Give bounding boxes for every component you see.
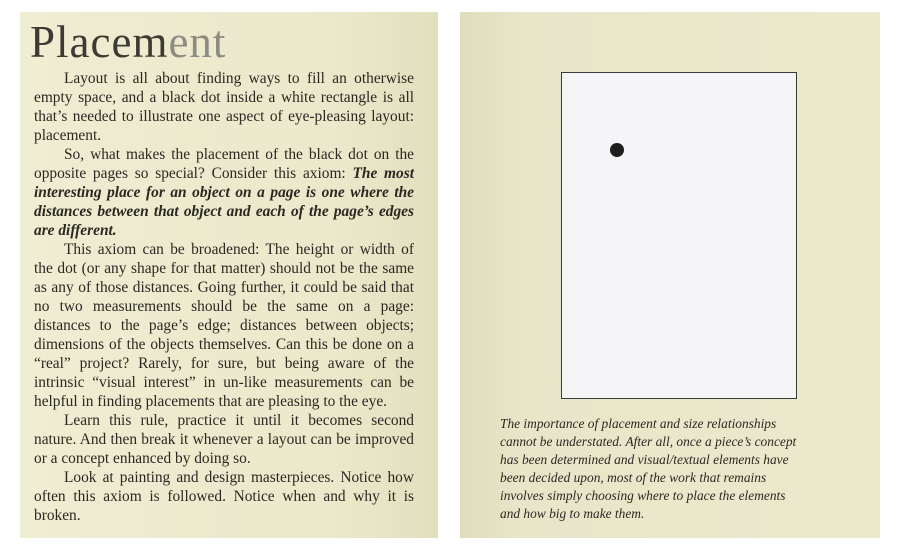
caption-line: been decided upon, most of the work that remains — [500, 470, 767, 485]
caption-line: cannot be understated. After all, once a piece’s concept — [500, 434, 797, 449]
caption-line: The importance of placement and size relationships — [500, 416, 777, 431]
figure-caption — [500, 415, 850, 523]
white-rectangle-figure — [561, 72, 797, 399]
black-dot — [610, 143, 624, 157]
axiom-statement: The most interesting place for an object on a page is one where the distances between that object and each of the page’s edges are different. — [34, 165, 414, 239]
caption-line: involves simply choosing where to place the elements — [500, 488, 786, 503]
right-page — [460, 12, 880, 538]
paragraph-1: Layout is all about finding ways to fill an otherwise empty space, and a black dot inside a white rectangle is all that’s needed to illustrate one aspect of eye-pleasing layout: placement. — [34, 70, 414, 144]
caption-line: has been determined and visual/textual elements have — [500, 452, 789, 467]
body-text — [34, 69, 414, 525]
paragraph-2 — [34, 145, 414, 240]
page-title-faded: ent — [168, 17, 227, 67]
paragraph-2-text: So, what makes the placement of the black dot on the opposite pages so special? Consider this axiom: — [34, 146, 414, 182]
paragraph-3: This axiom can be broadened: The height or width of the dot (or any shape for that matter) should not be the same as any of those distances. Going further, it could be said that no two measurements should be the same on a page: distances to the page’s edge; distances between objects; dimensions of the objects themselves. Can this be done on a “real” project? Rarely, for sure, but being aware of the intrinsic “visual interest” in un-like measurements can be helpful in finding placements that are pleasing to the eye. — [34, 241, 414, 410]
caption-line: and how big to make them. — [500, 506, 645, 521]
left-page — [20, 12, 438, 538]
paragraph-4: Learn this rule, practice it until it becomes second nature. And then break it whenever a layout can be improved or a concept enhanced by doing so. — [34, 412, 414, 467]
page-title-main: Placem — [30, 17, 169, 67]
paragraph-5: Look at painting and design masterpieces. Notice how often this axiom is followed. Notice when and why it is broken. — [34, 469, 414, 524]
page-title — [30, 16, 226, 68]
